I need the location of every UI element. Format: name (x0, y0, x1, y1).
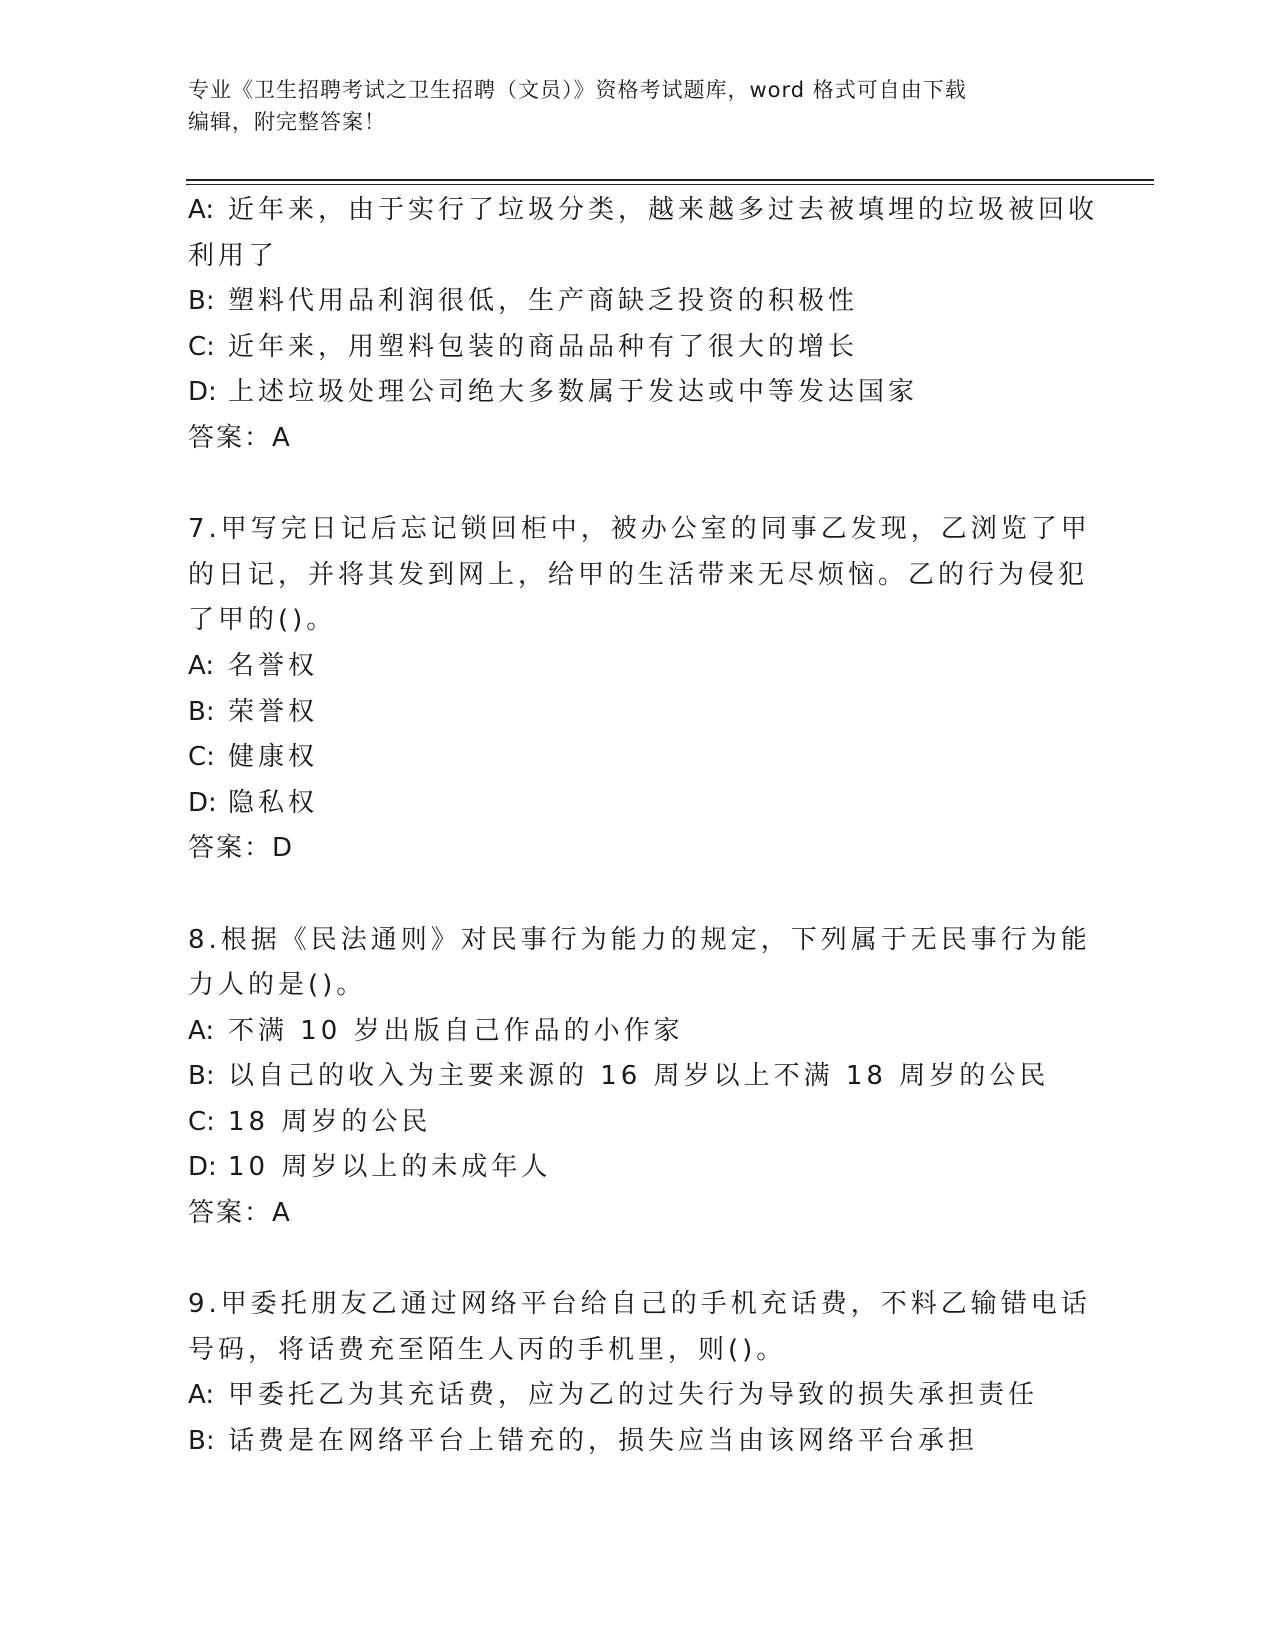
answer-line: 答案：D (188, 833, 295, 864)
option-key: A: (188, 1015, 215, 1046)
question-6-options (188, 188, 1118, 462)
option-d (188, 1145, 1118, 1191)
header-divider-thin (186, 184, 1154, 185)
document-header (188, 74, 1088, 138)
option-text: 18 周岁的公民 (228, 1106, 432, 1137)
option-text: 上述垃圾处理公司绝大多数属于发达或中等发达国家 (228, 377, 919, 408)
option-text: 塑料代用品利润很低，生产商缺乏投资的积极性 (228, 286, 859, 317)
option-text: 近年来，用塑料包装的商品品种有了很大的增长 (228, 331, 859, 362)
question-text: 号码，将话费充至陌生人丙的手机里，则()。 (188, 1334, 787, 1365)
question-text: 7.甲写完日记后忘记锁回柜中，被办公室的同事乙发现，乙浏览了甲 (188, 514, 1091, 545)
option-key: A: (188, 195, 215, 225)
spacer (188, 462, 1118, 508)
option-a (188, 644, 1118, 690)
question-text: 力人的是()。 (188, 970, 367, 1001)
option-c (188, 735, 1118, 781)
option-b (188, 1419, 1118, 1465)
option-a (188, 188, 1118, 234)
option-d (188, 781, 1118, 827)
option-a-continued: 利用了 (188, 240, 279, 271)
option-text: 隐私权 (228, 787, 319, 818)
option-text: 话费是在网络平台上错充的，损失应当由该网络平台承担 (228, 1426, 979, 1457)
question-text: 9.甲委托朋友乙通过网络平台给自己的手机充话费，不料乙输错电话 (188, 1289, 1091, 1320)
header-divider-thick (186, 179, 1154, 181)
option-key: B: (188, 696, 215, 727)
answer-line: 答案：A (188, 422, 292, 453)
question-9 (188, 1282, 1118, 1464)
option-key: A: (188, 650, 215, 681)
option-text: 甲委托乙为其充话费，应为乙的过失行为导致的损失承担责任 (228, 1380, 1039, 1411)
option-b (188, 1054, 1118, 1100)
option-key: A: (188, 1380, 215, 1411)
spacer (188, 1237, 1118, 1283)
option-b (188, 279, 1118, 325)
option-c (188, 325, 1118, 371)
question-text: 了甲的()。 (188, 605, 337, 636)
option-key: B: (188, 1426, 215, 1457)
option-text: 以自己的收入为主要来源的 16 周岁以上不满 18 周岁的公民 (228, 1061, 1050, 1092)
question-8 (188, 918, 1118, 1237)
option-text: 近年来，由于实行了垃圾分类，越来越多过去被填埋的垃圾被回收 (228, 195, 1099, 225)
option-text: 10 周岁以上的未成年人 (228, 1152, 552, 1183)
option-d (188, 370, 1118, 416)
spacer (188, 872, 1118, 918)
option-key: C: (188, 1106, 215, 1137)
option-key: D: (188, 377, 217, 408)
option-a (188, 1373, 1118, 1419)
option-text: 荣誉权 (228, 696, 319, 727)
option-text: 不满 10 岁出版自己作品的小作家 (228, 1015, 684, 1046)
question-content (188, 188, 1118, 1465)
option-key: D: (188, 787, 217, 818)
option-key: D: (188, 1152, 217, 1183)
option-text: 名誉权 (228, 650, 319, 681)
option-c (188, 1100, 1118, 1146)
header-line-1: 专业《卫生招聘考试之卫生招聘（文员）》资格考试题库，word 格式可自由下载 (188, 78, 967, 102)
option-key: B: (188, 286, 215, 317)
option-text: 健康权 (228, 742, 319, 773)
answer-line: 答案：A (188, 1198, 292, 1229)
option-key: C: (188, 742, 215, 773)
header-line-2: 编辑，附完整答案！ (188, 110, 386, 134)
option-b (188, 690, 1118, 736)
question-text: 8.根据《民法通则》对民事行为能力的规定，下列属于无民事行为能 (188, 924, 1091, 955)
question-text: 的日记，并将其发到网上，给甲的生活带来无尽烦恼。乙的行为侵犯 (188, 559, 1089, 590)
option-key: B: (188, 1061, 215, 1092)
option-key: C: (188, 331, 215, 362)
question-7 (188, 507, 1118, 872)
option-a (188, 1009, 1118, 1055)
